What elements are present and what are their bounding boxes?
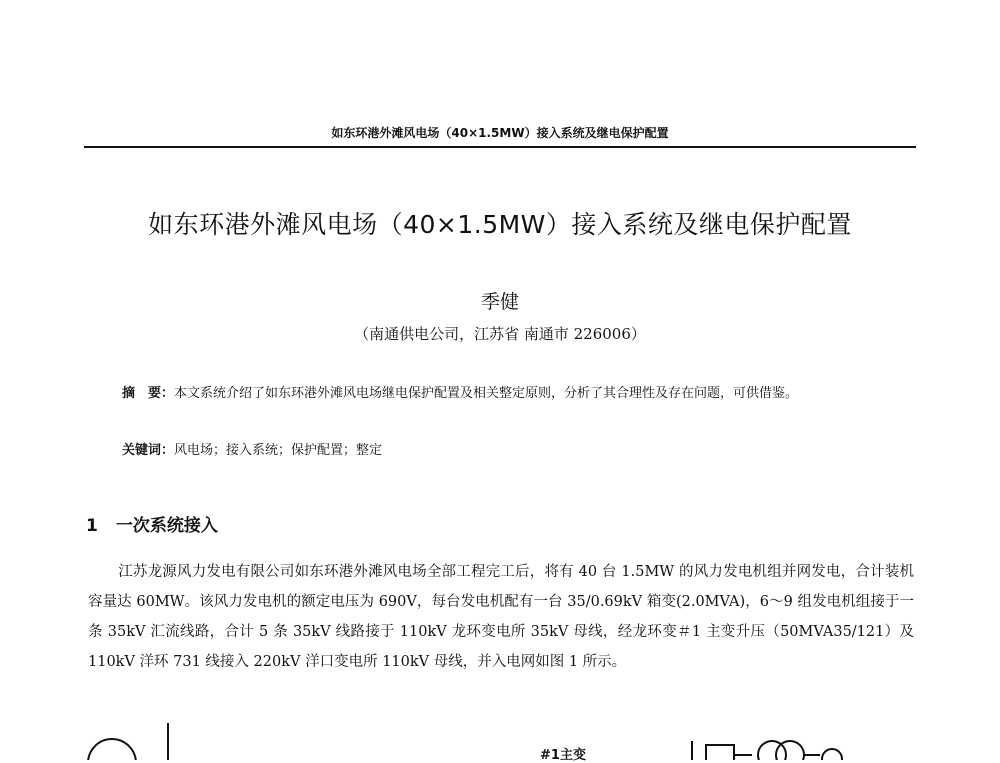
keywords-text: 风电场；接入系统；保护配置；整定: [174, 443, 383, 458]
paper-title: 如东环港外滩风电场（40×1.5MW）接入系统及继电保护配置: [148, 210, 852, 239]
transformer-winding-2: [776, 741, 804, 760]
abstract: [122, 381, 897, 407]
section-heading: [86, 511, 218, 536]
section-paragraph: [88, 557, 914, 677]
abstract-label: 摘 要：: [122, 386, 175, 401]
keywords: [122, 439, 897, 458]
abstract-text: 本文系统介绍了如东环港外滩风电场继电保护配置及相关整定原则，分析了其合理性及存在问题，可供借鉴。: [174, 386, 799, 401]
generator-symbol: [88, 739, 136, 760]
figure-label-transformer: #1主变: [540, 748, 586, 763]
header-rule: [84, 146, 916, 148]
paragraph-text: 江苏龙源风力发电有限公司如东环港外滩风电场全部工程完工后，将有 40 台 1.5MW 的风力发电机组并网发电，合计装机容量达 60MW。该风力发电机的额定电压为 690V，每台发电机配有一台 35/0.69kV 箱变(2.0MVA)，6～9 组发电机组接于一条 35kV 汇流线路，合计 5 条 35kV 线路接于 110kV 龙环变电所 35kV 母线，经龙环变＃1 主变升压（50MVA35/121）及 110kV 洋环 731 线接入 220kV 洋口变电所 110kV 母线，并入电网如图 1 所示。: [88, 564, 914, 670]
figure-1-partial: [0, 715, 1000, 760]
transformer-winding-3: [822, 749, 842, 760]
keywords-label: 关键词：: [122, 443, 175, 458]
author-name: 季健: [480, 291, 519, 313]
author-affiliation: （南通供电公司，江苏省 南通市 226006）: [354, 325, 646, 343]
breaker-symbol: [706, 745, 734, 760]
running-head: 如东环港外滩风电场（40×1.5MW）接入系统及继电保护配置: [331, 126, 669, 140]
section-number: 1: [86, 516, 98, 536]
section-title: 一次系统接入: [115, 516, 218, 536]
